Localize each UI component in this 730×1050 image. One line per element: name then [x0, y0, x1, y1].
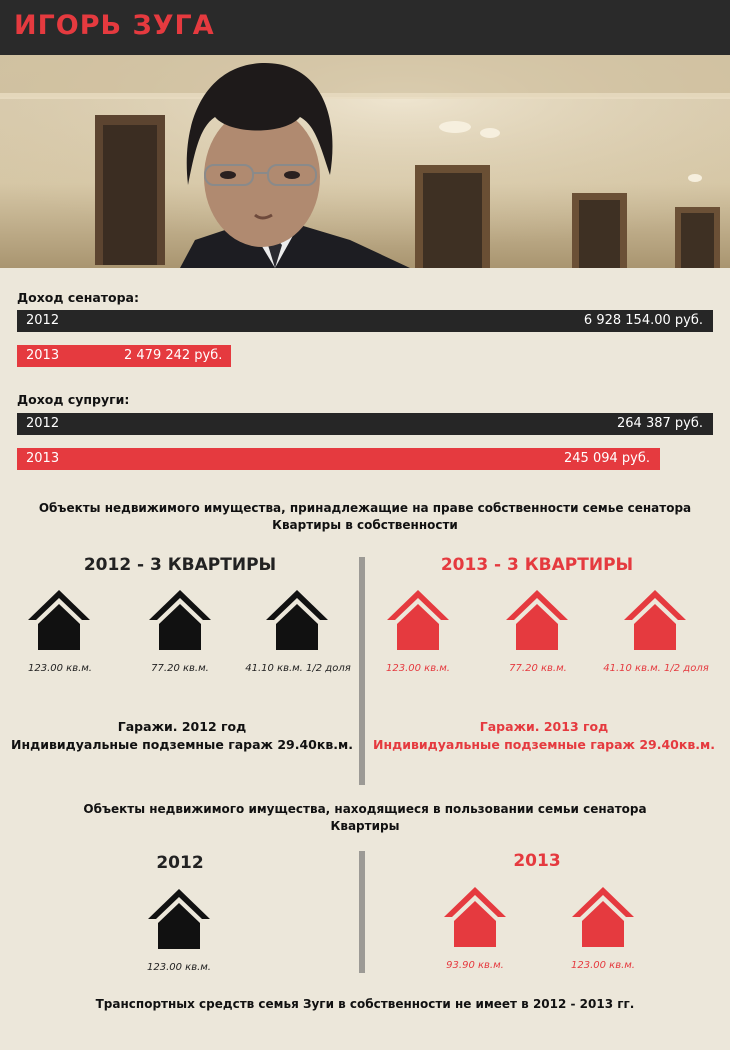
garage-2013: [362, 718, 726, 754]
header-bar: [0, 0, 730, 55]
bar-value: 2 479 242 руб.: [124, 348, 223, 363]
spouse-income-label: Доход супруги:: [17, 392, 130, 407]
footer-note: Транспортных средств семья Зуги в собственности не имеет в 2012 - 2013 гг.: [95, 997, 635, 1011]
garage-2012: [0, 718, 364, 754]
senator-income-bar-2012: [17, 310, 713, 332]
house-icon: [504, 588, 570, 652]
garage-2013-line1: Гаражи. 2013 год: [479, 719, 609, 734]
house-icon: [622, 588, 688, 652]
spouse-income-bar-2012: [17, 413, 713, 435]
house-icon: [147, 588, 213, 652]
owned-heading-line2: Квартиры в собственности: [272, 518, 458, 532]
owned-2013-title: 2013 - 3 КВАРТИРЫ: [440, 555, 634, 575]
apartment-area-label: 123.00 кв.м.: [385, 663, 450, 674]
apartment-area-label: 77.20 кв.м.: [151, 663, 209, 674]
garage-2012-line1: Гаражи. 2012 год: [117, 719, 247, 734]
spouse-income-bar-2013: [17, 448, 660, 470]
senator-photo: [0, 55, 730, 268]
house-icon: [570, 885, 636, 949]
used-2013-title: 2013: [513, 851, 561, 871]
house-icon: [385, 588, 451, 652]
garage-2013-line2: Индивидуальные подземные гараж 29.40кв.м.: [373, 737, 715, 752]
senator-income-label: Доход сенатора:: [17, 290, 139, 305]
house-icon: [264, 588, 330, 652]
page-title: ИГОРЬ ЗУГА: [14, 10, 215, 41]
bar-year: 2012: [26, 313, 60, 328]
bar-year: 2012: [26, 416, 60, 431]
apartment-area-label: 41.10 кв.м. 1/2 доля: [603, 663, 709, 674]
used-2012-title: 2012: [156, 853, 204, 873]
bar-value: 245 094 руб.: [564, 451, 650, 466]
used-heading-line2: Квартиры: [330, 819, 400, 833]
owned-2012-title: 2012 - 3 КВАРТИРЫ: [83, 555, 277, 575]
house-icon: [442, 885, 508, 949]
apartment-area-label: 41.10 кв.м. 1/2 доля: [245, 663, 351, 674]
bar-year: 2013: [26, 451, 60, 466]
used-property-heading: [0, 801, 730, 835]
bar-value: 6 928 154.00 руб.: [583, 313, 703, 328]
apartment-area-label: 93.90 кв.м.: [446, 960, 504, 971]
owned-heading-line1: Объекты недвижимого имущества, принадлежащие на праве собственности семье сенатора: [38, 501, 692, 515]
house-icon: [26, 588, 92, 652]
bar-value: 264 387 руб.: [617, 416, 703, 431]
apartment-area-label: 123.00 кв.м.: [570, 960, 635, 971]
apartment-area-label: 77.20 кв.м.: [509, 663, 567, 674]
apartment-area-label: 123.00 кв.м.: [27, 663, 92, 674]
column-divider: [359, 851, 365, 973]
bar-year: 2013: [26, 348, 60, 363]
owned-property-heading: [0, 500, 730, 534]
senator-income-bar-2013: [17, 345, 231, 367]
apartment-area-label: 123.00 кв.м.: [146, 962, 211, 973]
house-icon: [146, 887, 212, 951]
used-heading-line1: Объекты недвижимого имущества, находящиеся в пользовании семьи сенатора: [83, 802, 647, 816]
garage-2012-line2: Индивидуальные подземные гараж 29.40кв.м.: [11, 737, 353, 752]
